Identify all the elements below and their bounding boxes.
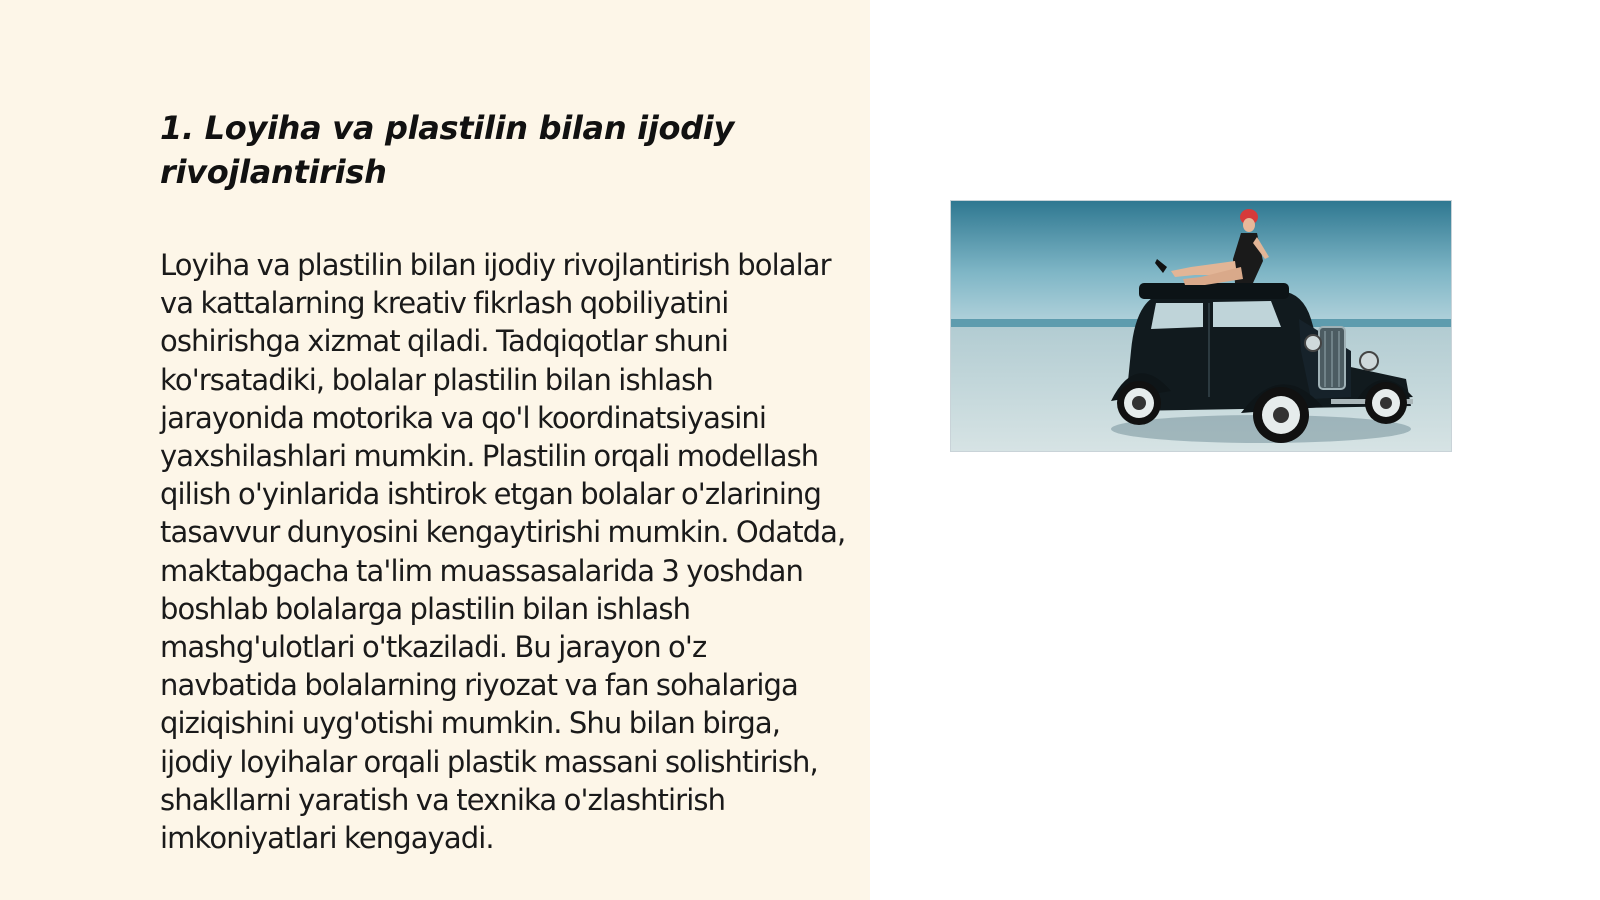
slide-title: 1. Loyiha va plastilin bilan ijodiy rivojlantirish [160, 109, 735, 191]
vintage-car-photo [950, 200, 1452, 452]
slide-body-text: Loyiha va plastilin bilan ijodiy rivojlantirish bolalar va kattalarning kreativ fikrlash qobiliyatini oshirishga xizmat qiladi. Tadqiqotlar shuni ko'rsatadiki, bolalar plastilin bilan ishlash jarayonida motorika va qo'l koordinatsiyasini yaxshilashlari mumkin. Plastilin orqali modellash qilish o'yinlarida ishtirok etgan bolalar o'zlarining tasavvur dunyosini kengaytirishi mumkin. Odatda, maktabgacha ta'lim muassasalarida 3 yoshdan boshlab bolalarga plastilin bilan ishlash mashg'ulotlari o'tkaziladi. Bu jarayon o'z navbatida bolalarning riyozat va fan sohalariga qiziqishini uyg'otishi mumkin. Shu bilan birga, ijodiy loyihalar orqali plastik massani solishtirish, shakllarni yaratish va texnika o'zlashtirish imkoniyatlari kengayadi. [160, 248, 846, 856]
